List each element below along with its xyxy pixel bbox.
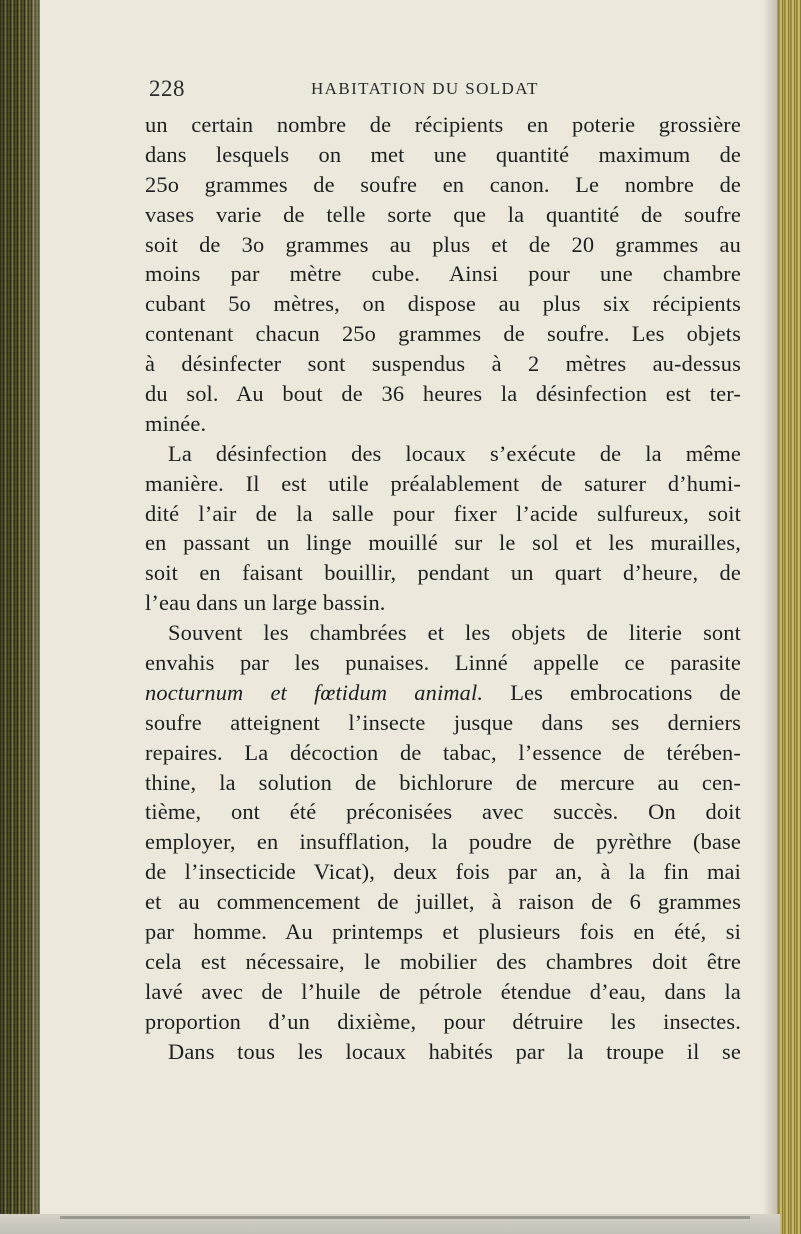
text-line: 25o grammes de soufre en canon. Le nombre de — [145, 171, 741, 197]
text-line: cubant 5o mètres, on dispose au plus six récipients — [145, 291, 741, 317]
text-line: dité l’air de la salle pour fixer l’acide sulfureux, soit — [145, 500, 741, 526]
text-line: envahis par les punaises. Linné appelle ce parasite — [145, 650, 741, 676]
text-line: soit en faisant bouillir, pendant un quart d’heure, de — [145, 560, 741, 586]
running-head: HABITATION DU SOLDAT — [311, 79, 539, 98]
text-line: tième, ont été préconisées avec succès. On doit — [145, 799, 741, 825]
text-line: moins par mètre cube. Ainsi pour une chambre — [145, 261, 741, 287]
body-text — [145, 110, 741, 1067]
text-line: employer, en insufflation, la poudre de pyrèthre (base — [145, 829, 741, 855]
page-number: 228 — [149, 76, 185, 101]
text-line: manière. Il est utile préalablement de saturer d’humi- — [145, 470, 741, 496]
text-line: dans lesquels on met une quantité maximum de — [145, 141, 741, 167]
text-line: un certain nombre de récipients en poterie grossière — [145, 112, 741, 137]
text-line: minée. — [145, 410, 207, 436]
text-line: vases varie de telle sorte que la quantité de soufre — [145, 201, 741, 227]
text-line: thine, la solution de bichlorure de mercure au cen- — [145, 769, 741, 795]
text-line: et au commencement de juillet, à raison de 6 grammes — [145, 889, 741, 915]
text-line: de l’insecticide Vicat), deux fois par an, à la fin mai — [145, 859, 741, 885]
text-line: l’eau dans un large bassin. — [145, 590, 386, 616]
text-line: contenant chacun 25o grammes de soufre. Les objets — [145, 321, 741, 347]
text-line-with-italic — [145, 678, 741, 708]
bottom-shadow-line — [60, 1216, 750, 1219]
text-line: en passant un linge mouillé sur le sol et les murailles, — [145, 530, 741, 556]
line-remainder: Les embrocations de — [483, 679, 741, 705]
page-bottom-edge — [0, 1214, 780, 1234]
text-line: soufre atteignent l’insecte jusque dans ses derniers — [145, 709, 741, 735]
italic-phrase: nocturnum et fœtidum animal. — [145, 679, 484, 705]
text-line: soit de 3o grammes au plus et de 20 grammes au — [145, 231, 741, 257]
text-line: à désinfecter sont suspendus à 2 mètres au-dessus — [145, 351, 741, 377]
paragraph-start-line: Souvent les chambrées et les objets de literie sont — [168, 620, 741, 646]
text-line: repaires. La décoction de tabac, l’essence de térében- — [145, 739, 741, 765]
text-line: par homme. Au printemps et plusieurs fois en été, si — [145, 919, 741, 945]
page-header — [149, 76, 709, 106]
text-line: proportion d’un dixième, pour détruire les insectes. — [145, 1008, 741, 1034]
paragraph-start-line: Dans tous les locaux habités par la troupe il se — [168, 1038, 741, 1064]
paragraph-start-line: La désinfection des locaux s’exécute de la même — [168, 440, 741, 466]
text-line: du sol. Au bout de 36 heures la désinfection est ter- — [145, 381, 741, 407]
text-line: lavé avec de l’huile de pétrole étendue d’eau, dans la — [145, 978, 741, 1004]
page-stack-edge — [777, 0, 801, 1234]
text-line: cela est nécessaire, le mobilier des chambres doit être — [145, 948, 741, 974]
